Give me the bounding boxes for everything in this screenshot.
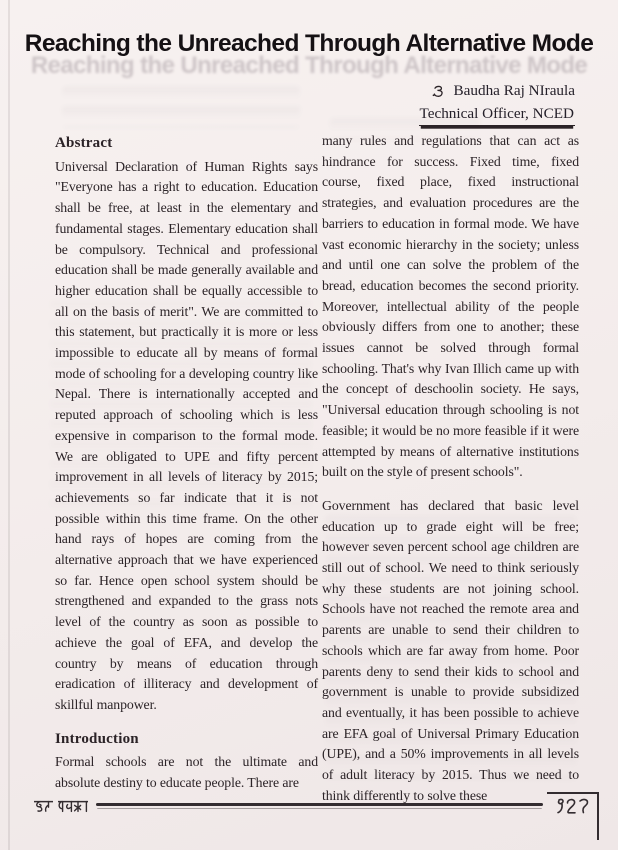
page-number-devanagari bbox=[547, 792, 599, 840]
body-paragraph-2: Government has declared that basic level education up to grade eight will be free; however seven percent school age children are still out of school. We need to think seriously why these students are not joining school. Schools have not reached the remote area and parents are unable to send their children to schools which are far away from home. Poor parents deny to send their kids to school and government is unable to provide subsidized and eventually, it has been possible to achieve are EFA goal of Universal Primary Education (UPE), and a 50% improvements in all levels of adult literacy by 2015. Thus we need to think differently to solve these bbox=[322, 497, 579, 803]
abstract-paragraph: Universal Declaration of Human Rights says "Everyone has a right to education. Education shall be free, at least in the elementary and fundamental stages. Elementary education shall be compulsory. Technical and professional education shall be made generally available and higher education shall be equally accessible to all on the basis of merit". We are committed to this statement, but practically it is more or less impossible to educate all by means of formal mode of schooling for a developing country like Nepal. There is internationally accepted and reputed approach of schooling which is less expensive in comparison to the formal mode. We are obligated to UPE and fifty percent improvement in all levels of literacy by 2015; achievements so far indicate that it is not possible within this time frame. On the other hand rays of hopes are coming from the alternative approach that we have experienced so far. Hence open school system should be strengthened and expanded to the grass nots level of the country as soon as possible to achieve the goal of EFA, and develop the country by means of education through eradication of illiteracy and development of skillful manpower. bbox=[55, 158, 318, 712]
article-title: Reaching the Unreached Through Alternative Mode bbox=[24, 30, 594, 57]
left-column bbox=[55, 133, 318, 807]
section-heading-abstract: Abstract bbox=[55, 135, 113, 151]
section-heading-introduction: Introduction bbox=[55, 730, 139, 747]
author-name-line bbox=[419, 82, 576, 100]
body-paragraph-1: many rules and regulations that can act as hindrance for success. Fixed time, fixed course, fixed place, fixed instructional strategies, and evaluation procedures are the barriers to education in formal mode. We have vast economic hierarchy in the society; unless and until one can solve the problem of the bread, education becomes the second priority. Moreover, intellectual ability of the people obviously differs from one to another; these issues cannot be solved through formal schooling. That's why Ivan Illich came up with the concept of deschoolin society. He says, "Universal education through schooling is not feasible; it would be no more feasible if it were attempted by means of alternative institutions built on the style of present schools". bbox=[322, 133, 579, 480]
author-block bbox=[419, 82, 576, 126]
right-column bbox=[322, 131, 579, 820]
devanagari-honorific-mark-icon bbox=[432, 84, 446, 99]
introduction-paragraph: Formal schools are not the ultimate and absolute destiny to educate people. There are bbox=[55, 754, 318, 791]
title-bleed-through-ghost: Reaching the Unreached Through Alternative Mode bbox=[30, 52, 588, 79]
author-designation: Technical Officer, NCED bbox=[419, 105, 576, 126]
footer-rule bbox=[96, 803, 543, 806]
scan-edge-line bbox=[8, 0, 10, 850]
bleed-through-ghost bbox=[62, 86, 300, 128]
journal-name-devanagari bbox=[33, 798, 89, 815]
author-name: Baudha Raj NIraula bbox=[453, 82, 575, 99]
